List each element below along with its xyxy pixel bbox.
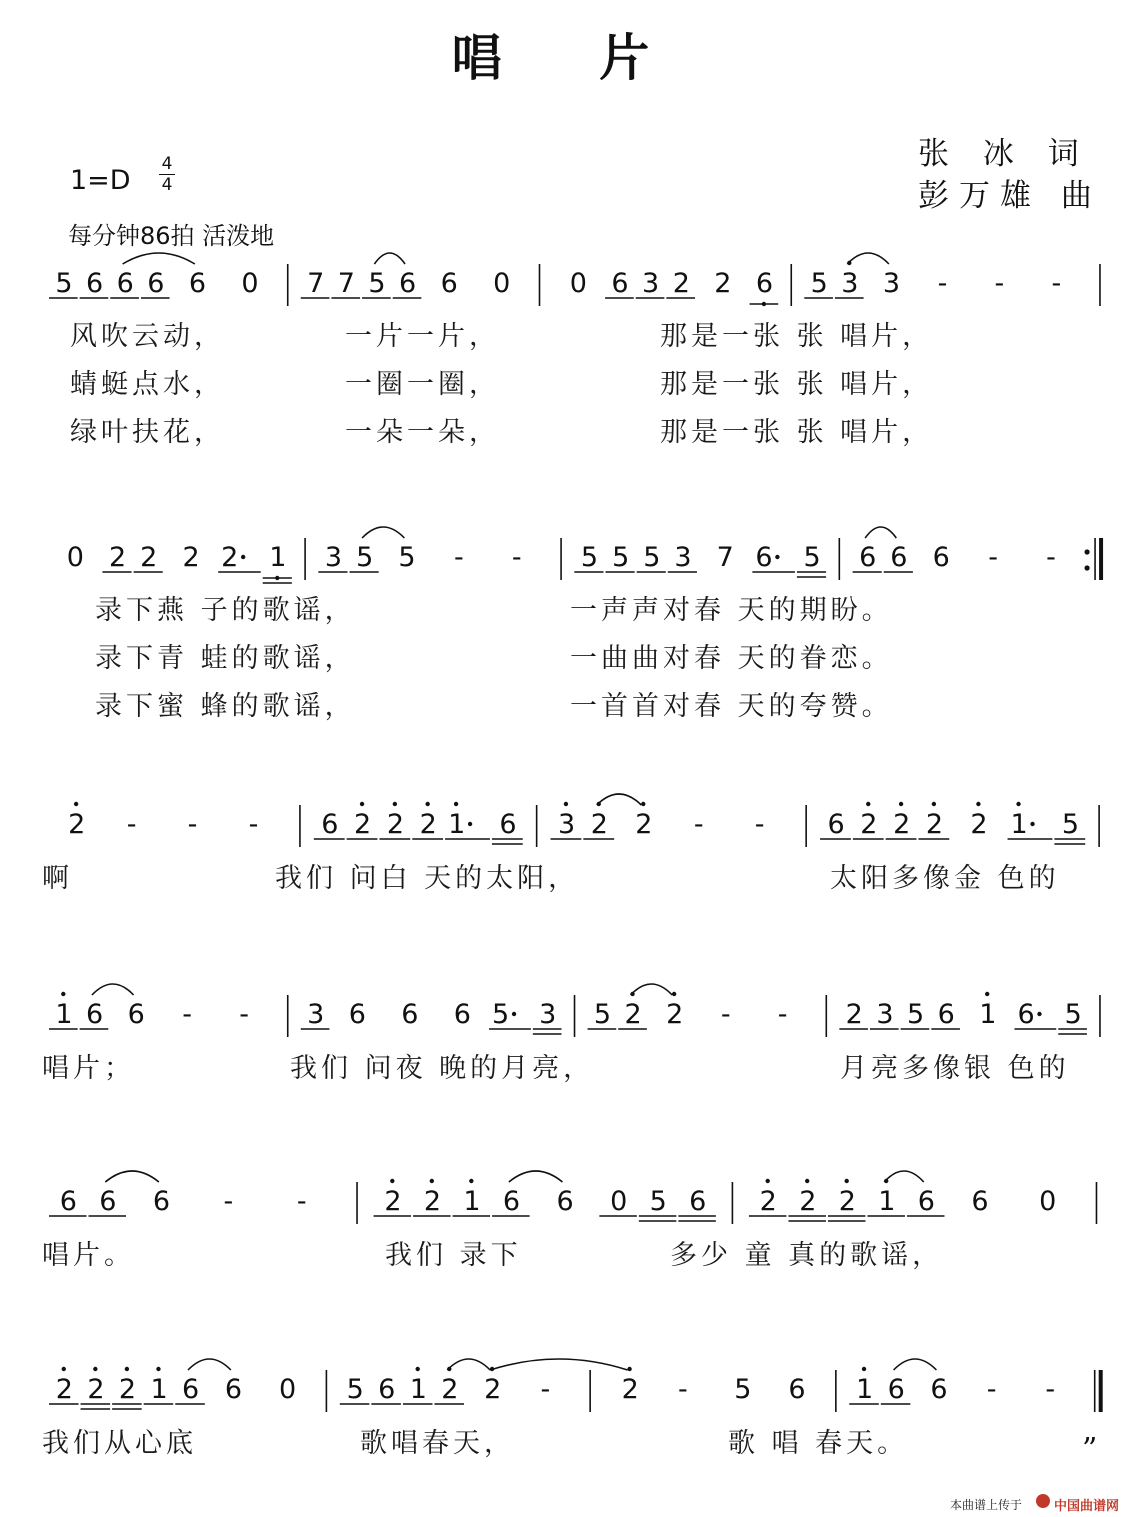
lyric-segment: 那是一张 张 唱片，: [660, 369, 934, 400]
note: 1: [409, 1374, 427, 1405]
slur: [105, 1171, 159, 1182]
lyric-segment: 一首首对春 天的夸赞。: [570, 691, 893, 722]
note: -: [239, 999, 249, 1030]
lyric-segment: 歌唱春天，: [360, 1428, 515, 1459]
octave-dot-high: [93, 1367, 97, 1371]
note: 6: [859, 542, 877, 573]
note: 6: [99, 1186, 117, 1217]
note: -: [126, 809, 137, 840]
note: 1: [979, 999, 997, 1030]
note: 2: [759, 1186, 777, 1217]
note: 6: [930, 1374, 948, 1405]
note: 6: [932, 542, 950, 573]
lyric-segment: 那是一张 张 唱片，: [660, 321, 934, 352]
note: 0: [241, 268, 259, 299]
slur: [374, 253, 405, 264]
octave-dot-high: [862, 1367, 866, 1371]
octave-dot-high: [415, 1367, 419, 1371]
octave-dot-high: [985, 992, 989, 996]
tempo-marking: 每分钟86拍 活泼地: [68, 222, 275, 250]
note: 5: [612, 542, 630, 573]
note: 2: [799, 1186, 817, 1217]
note: -: [182, 999, 193, 1030]
note: 2: [55, 1374, 73, 1405]
octave-dot-high: [360, 802, 364, 806]
note: 5: [643, 542, 661, 573]
octave-dot-high: [469, 1179, 473, 1183]
octave-dot-high: [627, 1367, 631, 1371]
time-signature-numerator: 4: [161, 154, 173, 174]
note: 2: [666, 999, 684, 1030]
note: 5: [580, 542, 599, 573]
note: 7: [716, 542, 734, 573]
note: -: [454, 542, 464, 573]
octave-dot-high: [765, 1179, 769, 1183]
note: -: [988, 542, 999, 573]
note: 6: [827, 809, 845, 840]
note: 2: [635, 809, 653, 840]
note: 6: [887, 1374, 905, 1405]
note: 2: [221, 542, 239, 573]
note: 2: [624, 999, 642, 1030]
slur: [447, 1359, 490, 1370]
note: 5: [492, 999, 510, 1030]
note: 2: [68, 809, 86, 840]
octave-dot-high: [1016, 802, 1020, 806]
note: 2: [182, 542, 200, 573]
note: -: [511, 542, 522, 573]
note: 2: [386, 809, 405, 840]
note: -: [296, 1186, 307, 1217]
note: 0: [278, 1374, 297, 1405]
note: 5: [803, 542, 821, 573]
octave-dot-high: [393, 802, 397, 806]
slur: [509, 1171, 563, 1182]
note: 6: [59, 1186, 77, 1217]
note: 5: [398, 542, 416, 573]
slur: [362, 527, 404, 538]
note: 5: [734, 1374, 752, 1405]
octave-dot-high: [74, 802, 78, 806]
note: 3: [307, 999, 325, 1030]
note: 3: [841, 268, 859, 299]
note: -: [754, 809, 765, 840]
footer-logo-text: 中国曲谱网: [1054, 1499, 1120, 1514]
lyric-segment: 绿叶扶花，: [70, 417, 225, 448]
octave-dot-high: [425, 802, 429, 806]
note: 5: [1061, 809, 1080, 840]
note: 6: [499, 809, 517, 840]
octave-dot-high: [845, 1179, 849, 1183]
note: -: [223, 1186, 234, 1217]
note: 7: [307, 268, 325, 299]
note: -: [994, 268, 1005, 299]
lyric-segment: 那是一张 张 唱片，: [660, 417, 934, 448]
note: 6: [440, 268, 458, 299]
note: -: [1046, 542, 1056, 573]
octave-dot-high: [564, 802, 568, 806]
note: 5: [593, 999, 612, 1030]
note: 2: [118, 1374, 137, 1405]
slur: [865, 527, 896, 538]
note: 6: [917, 1186, 935, 1217]
note: 6: [85, 999, 104, 1030]
octave-dot-high: [641, 802, 645, 806]
note: 6: [611, 268, 629, 299]
note: 3: [882, 268, 901, 299]
note: 6: [689, 1186, 707, 1217]
note: 3: [539, 999, 557, 1030]
note: 6: [348, 999, 366, 1030]
note: 6: [147, 268, 165, 299]
slur: [597, 794, 642, 805]
octave-dot-high: [932, 802, 936, 806]
note: 2: [838, 1186, 856, 1217]
note: 6: [224, 1374, 243, 1405]
lyric-segment: 我们 录下: [385, 1240, 522, 1271]
note: -: [677, 1374, 688, 1405]
note: 6: [152, 1186, 171, 1217]
note: 2: [384, 1186, 402, 1217]
slur: [884, 1171, 924, 1182]
note: 6: [937, 999, 955, 1030]
lyric-segment: 录下燕 子的歌谣，: [95, 595, 356, 626]
note: 6: [127, 999, 145, 1030]
note: 2: [419, 809, 437, 840]
note: 2: [590, 809, 608, 840]
note: 2: [621, 1374, 639, 1405]
lyricist-credit: 张 冰 词: [918, 136, 1091, 172]
lyric-segment: 风吹云动，: [70, 321, 225, 352]
augmentation-dot: [512, 1012, 516, 1016]
page-title: 唱 片: [451, 28, 690, 87]
note: 5: [810, 268, 828, 299]
note: 3: [642, 268, 660, 299]
lyric-segment: 我们 问白 天的太阳，: [275, 863, 580, 894]
note: 6: [890, 542, 908, 573]
note: 0: [610, 1186, 628, 1217]
closing-quote-mark: ”: [1082, 1432, 1098, 1467]
note: 0: [493, 268, 511, 299]
lyric-segment: 一片一片，: [345, 321, 500, 352]
lyric-segment: 录下青 蛙的歌谣，: [95, 643, 356, 674]
octave-dot-high: [430, 1179, 434, 1183]
note: 6: [971, 1186, 989, 1217]
note: 6: [1017, 999, 1035, 1030]
octave-dot-high: [866, 802, 870, 806]
octave-dot-high: [899, 802, 903, 806]
note: 2: [484, 1374, 502, 1405]
augmentation-dot: [1037, 1012, 1041, 1016]
lyric-segment: 太阳多像金 色的: [830, 863, 1060, 894]
note: -: [248, 809, 259, 840]
note: 2: [109, 542, 127, 573]
note: 6: [401, 999, 419, 1030]
note: 6: [188, 268, 207, 299]
note: 2: [441, 1374, 459, 1405]
slur: [92, 984, 134, 995]
note: 0: [66, 542, 84, 573]
lyric-segment: 月亮多像银 色的: [840, 1053, 1070, 1084]
slur: [631, 984, 673, 995]
note: 2: [845, 999, 863, 1030]
note: -: [1051, 268, 1062, 299]
lyric-segment: 一曲曲对春 天的眷恋。: [570, 643, 893, 674]
augmentation-dot: [775, 555, 779, 559]
octave-dot-high: [805, 1179, 809, 1183]
note: 5: [55, 268, 73, 299]
time-signature-denominator: 4: [161, 175, 173, 195]
note: 2: [860, 809, 878, 840]
slur: [847, 253, 889, 264]
lyric-segment: 蜻蜓点水，: [70, 369, 225, 400]
slur: [188, 1359, 231, 1370]
note: 3: [324, 542, 343, 573]
octave-dot-high: [390, 1179, 394, 1183]
lyric-segment: 一声声对春 天的期盼。: [570, 595, 893, 626]
octave-dot-high: [454, 802, 458, 806]
note: -: [777, 999, 788, 1030]
note: 2: [140, 542, 158, 573]
note: 6: [399, 268, 417, 299]
note: 6: [378, 1374, 396, 1405]
note: 1: [878, 1186, 896, 1217]
note: 2: [970, 809, 988, 840]
note: -: [986, 1374, 997, 1405]
note: 6: [116, 268, 134, 299]
note: -: [1045, 1374, 1056, 1405]
note: 6: [321, 809, 339, 840]
note: 5: [356, 542, 374, 573]
octave-dot-high: [976, 802, 980, 806]
note: 2: [423, 1186, 442, 1217]
note: 6: [788, 1374, 806, 1405]
site-logo-icon: [1036, 1494, 1050, 1508]
note: 2: [672, 268, 690, 299]
note: 5: [368, 268, 386, 299]
note: 3: [557, 809, 576, 840]
note: 2: [925, 809, 944, 840]
note: 1: [856, 1374, 874, 1405]
note: -: [693, 809, 704, 840]
lyric-segment: 唱片。: [42, 1240, 135, 1271]
repeat-dot: [1084, 549, 1089, 554]
note: -: [540, 1374, 551, 1405]
octave-dot-high: [62, 1367, 66, 1371]
note: -: [720, 999, 731, 1030]
note: 1: [448, 809, 466, 840]
lyric-segment: 我们从心底: [42, 1428, 197, 1459]
note: 6: [453, 999, 471, 1030]
note: 2: [893, 809, 911, 840]
key-signature: 1=D: [70, 165, 131, 196]
slur: [490, 1359, 628, 1370]
note: 2: [87, 1374, 105, 1405]
note: 1: [55, 999, 73, 1030]
note: 1: [269, 542, 287, 573]
note: 5: [1064, 999, 1082, 1030]
note: -: [187, 809, 198, 840]
note: 3: [674, 542, 692, 573]
augmentation-dot: [468, 822, 472, 826]
note: 2: [714, 268, 732, 299]
note: 6: [182, 1374, 200, 1405]
octave-dot-high: [156, 1367, 160, 1371]
note: 0: [1039, 1186, 1057, 1217]
lyric-segment: 我们 问夜 晚的月亮，: [290, 1053, 595, 1084]
note: 6: [755, 268, 774, 299]
note: 5: [649, 1186, 667, 1217]
lyric-segment: 啊: [42, 863, 73, 894]
note: 6: [556, 1186, 574, 1217]
note: -: [937, 268, 948, 299]
augmentation-dot: [241, 555, 245, 559]
footer-upload-text: 本曲谱上传于: [950, 1498, 1023, 1512]
lyric-segment: 录下蜜 蜂的歌谣，: [95, 691, 356, 722]
note: 6: [502, 1186, 521, 1217]
note: 5: [906, 999, 925, 1030]
lyric-segment: 一圈一圈，: [345, 369, 500, 400]
note: 6: [755, 542, 773, 573]
note: 1: [463, 1186, 481, 1217]
lyric-segment: 歌 唱 春天。: [728, 1428, 909, 1459]
note: 0: [569, 268, 587, 299]
note: 1: [1010, 809, 1028, 840]
note: 3: [876, 999, 894, 1030]
octave-dot-high: [125, 1367, 129, 1371]
octave-dot-high: [672, 992, 676, 996]
repeat-dot: [1084, 565, 1089, 570]
note: 7: [337, 268, 355, 299]
slur: [123, 253, 195, 264]
lyric-segment: 一朵一朵，: [345, 417, 500, 448]
augmentation-dot: [1030, 822, 1034, 826]
octave-dot-high: [61, 992, 65, 996]
note: 1: [150, 1374, 168, 1405]
note: 6: [85, 268, 104, 299]
note: 5: [346, 1374, 364, 1405]
lyric-segment: 多少 童 真的歌谣，: [670, 1240, 944, 1271]
lyric-segment: 唱片；: [42, 1053, 135, 1084]
note: 2: [354, 809, 372, 840]
slur: [894, 1359, 937, 1370]
composer-credit: 彭万雄 曲: [918, 178, 1102, 214]
